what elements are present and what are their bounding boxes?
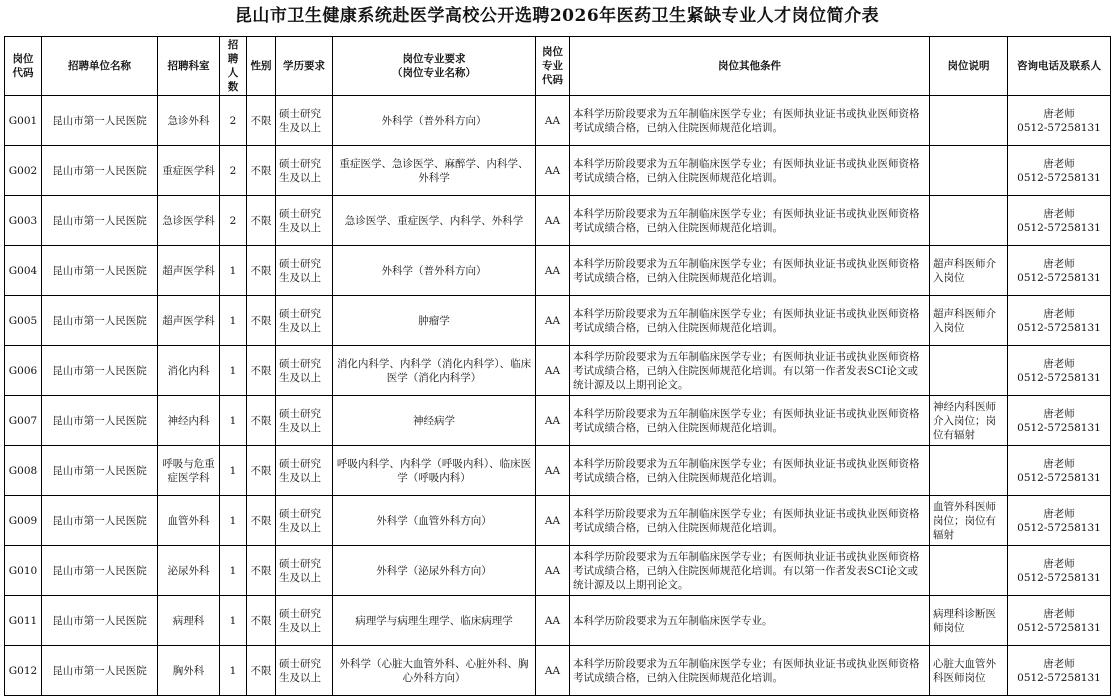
- cell-edu: 硕士研究生及以上: [276, 246, 333, 296]
- table-row: [5, 246, 1111, 296]
- cell-other: 本科学历阶段要求为五年制临床医学专业；有医师执业证书或执业医师资格考试成绩合格，已纳入住院医师规范化培训。: [570, 146, 930, 196]
- cell-dept: 泌尿外科: [158, 546, 220, 596]
- contact-phone: 0512-57258131: [1017, 171, 1101, 184]
- cell-code: G007: [5, 396, 42, 446]
- cell-dept: 呼吸与危重症医学科: [158, 446, 220, 496]
- contact-phone: 0512-57258131: [1017, 471, 1101, 484]
- cell-major-code: AA: [536, 396, 570, 446]
- contact-name: 唐老师: [1043, 207, 1075, 220]
- cell-num: 1: [220, 596, 247, 646]
- cell-gender: 不限: [247, 96, 276, 146]
- cell-other: 本科学历阶段要求为五年制临床医学专业；有医师执业证书或执业医师资格考试成绩合格，已纳入住院医师规范化培训。: [570, 96, 930, 146]
- table-row: [5, 296, 1111, 346]
- cell-unit: 昆山市第一人民医院: [42, 596, 158, 646]
- cell-other: 本科学历阶段要求为五年制临床医学专业。: [570, 596, 930, 646]
- cell-num: 1: [220, 296, 247, 346]
- cell-contact: [1008, 296, 1111, 346]
- cell-major: 外科学（泌尿外科方向）: [333, 546, 536, 596]
- cell-other: 本科学历阶段要求为五年制临床医学专业；有医师执业证书或执业医师资格考试成绩合格，已纳入住院医师规范化培训。: [570, 246, 930, 296]
- cell-num: 1: [220, 496, 247, 546]
- table-row: [5, 96, 1111, 146]
- contact-name: 唐老师: [1043, 407, 1075, 420]
- contact-phone: 0512-57258131: [1017, 271, 1101, 284]
- cell-major: 神经病学: [333, 396, 536, 446]
- header-dept: 招聘科室: [158, 37, 220, 96]
- cell-major: 呼吸内科学、内科学（呼吸内科）、临床医学（呼吸内科）: [333, 446, 536, 496]
- contact-name: 唐老师: [1043, 507, 1075, 520]
- header-other: 岗位其他条件: [570, 37, 930, 96]
- cell-num: 1: [220, 646, 247, 696]
- cell-major-code: AA: [536, 196, 570, 246]
- cell-contact: [1008, 346, 1111, 396]
- cell-major: 外科学（普外科方向）: [333, 246, 536, 296]
- contact-phone: 0512-57258131: [1017, 571, 1101, 584]
- header-unit: 招聘单位名称: [42, 37, 158, 96]
- cell-major: 重症医学、急诊医学、麻醉学、内科学、外科学: [333, 146, 536, 196]
- cell-gender: 不限: [247, 496, 276, 546]
- cell-gender: 不限: [247, 646, 276, 696]
- header-note: 岗位说明: [930, 37, 1008, 96]
- contact-name: 唐老师: [1043, 307, 1075, 320]
- cell-dept: 重症医学科: [158, 146, 220, 196]
- cell-num: 1: [220, 446, 247, 496]
- table-row: [5, 396, 1111, 446]
- cell-other: 本科学历阶段要求为五年制临床医学专业；有医师执业证书或执业医师资格考试成绩合格，已纳入住院医师规范化培训。: [570, 446, 930, 496]
- cell-edu: 硕士研究生及以上: [276, 146, 333, 196]
- table-header-row: [5, 37, 1111, 96]
- cell-num: 1: [220, 246, 247, 296]
- contact-name: 唐老师: [1043, 457, 1075, 470]
- cell-unit: 昆山市第一人民医院: [42, 646, 158, 696]
- table-row: [5, 546, 1111, 596]
- cell-code: G001: [5, 96, 42, 146]
- cell-edu: 硕士研究生及以上: [276, 396, 333, 446]
- cell-contact: [1008, 96, 1111, 146]
- cell-major-code: AA: [536, 96, 570, 146]
- cell-unit: 昆山市第一人民医院: [42, 396, 158, 446]
- cell-note: 超声科医师介入岗位: [930, 246, 1008, 296]
- cell-contact: [1008, 146, 1111, 196]
- contact-phone: 0512-57258131: [1017, 321, 1101, 334]
- header-num: 招聘人数: [220, 37, 247, 96]
- cell-gender: 不限: [247, 146, 276, 196]
- table-row: [5, 646, 1111, 696]
- cell-code: G002: [5, 146, 42, 196]
- cell-num: 2: [220, 196, 247, 246]
- table-row: [5, 446, 1111, 496]
- table-row: [5, 496, 1111, 546]
- cell-unit: 昆山市第一人民医院: [42, 496, 158, 546]
- contact-name: 唐老师: [1043, 357, 1075, 370]
- cell-gender: 不限: [247, 246, 276, 296]
- cell-code: G010: [5, 546, 42, 596]
- table-row: [5, 596, 1111, 646]
- cell-note: [930, 96, 1008, 146]
- cell-note: [930, 346, 1008, 396]
- cell-major-code: AA: [536, 646, 570, 696]
- cell-note: [930, 546, 1008, 596]
- cell-major: 外科学（普外科方向）: [333, 96, 536, 146]
- header-major-line2: （岗位专业名称）: [392, 67, 476, 79]
- cell-other: 本科学历阶段要求为五年制临床医学专业；有医师执业证书或执业医师资格考试成绩合格，已纳入住院医师规范化培训。: [570, 396, 930, 446]
- cell-num: 2: [220, 96, 247, 146]
- cell-contact: [1008, 646, 1111, 696]
- cell-dept: 超声医学科: [158, 246, 220, 296]
- cell-edu: 硕士研究生及以上: [276, 646, 333, 696]
- cell-dept: 胸外科: [158, 646, 220, 696]
- cell-note: [930, 146, 1008, 196]
- cell-note: 血管外科医师岗位；岗位有辐射: [930, 496, 1008, 546]
- cell-other: 本科学历阶段要求为五年制临床医学专业；有医师执业证书或执业医师资格考试成绩合格，已纳入住院医师规范化培训。: [570, 296, 930, 346]
- cell-gender: 不限: [247, 596, 276, 646]
- cell-unit: 昆山市第一人民医院: [42, 196, 158, 246]
- contact-phone: 0512-57258131: [1017, 371, 1101, 384]
- cell-major: 急诊医学、重症医学、内科学、外科学: [333, 196, 536, 246]
- cell-contact: [1008, 196, 1111, 246]
- cell-edu: 硕士研究生及以上: [276, 346, 333, 396]
- cell-unit: 昆山市第一人民医院: [42, 546, 158, 596]
- contact-name: 唐老师: [1043, 657, 1075, 670]
- cell-contact: [1008, 396, 1111, 446]
- cell-gender: 不限: [247, 546, 276, 596]
- header-gender: 性别: [247, 37, 276, 96]
- cell-gender: 不限: [247, 346, 276, 396]
- contact-name: 唐老师: [1043, 607, 1075, 620]
- page-title: 昆山市卫生健康系统赴医学高校公开选聘2026年医药卫生紧缺专业人才岗位简介表: [234, 6, 880, 26]
- cell-dept: 超声医学科: [158, 296, 220, 346]
- cell-gender: 不限: [247, 446, 276, 496]
- contact-phone: 0512-57258131: [1017, 121, 1101, 134]
- cell-code: G009: [5, 496, 42, 546]
- cell-major-code: AA: [536, 496, 570, 546]
- cell-contact: [1008, 496, 1111, 546]
- cell-other: 本科学历阶段要求为五年制临床医学专业；有医师执业证书或执业医师资格考试成绩合格，已纳入住院医师规范化培训。: [570, 196, 930, 246]
- cell-note: 超声科医师介入岗位: [930, 296, 1008, 346]
- cell-unit: 昆山市第一人民医院: [42, 246, 158, 296]
- cell-code: G004: [5, 246, 42, 296]
- table-row: [5, 146, 1111, 196]
- cell-edu: 硕士研究生及以上: [276, 446, 333, 496]
- cell-unit: 昆山市第一人民医院: [42, 446, 158, 496]
- cell-note: [930, 196, 1008, 246]
- cell-major-code: AA: [536, 146, 570, 196]
- cell-major-code: AA: [536, 546, 570, 596]
- cell-major: 肿瘤学: [333, 296, 536, 346]
- cell-major-code: AA: [536, 596, 570, 646]
- cell-other: 本科学历阶段要求为五年制临床医学专业；有医师执业证书或执业医师资格考试成绩合格，已纳入住院医师规范化培训。: [570, 646, 930, 696]
- cell-code: G005: [5, 296, 42, 346]
- header-code: 岗位代码: [5, 37, 42, 96]
- cell-other: 本科学历阶段要求为五年制临床医学专业；有医师执业证书或执业医师资格考试成绩合格，已纳入住院医师规范化培训。有以第一作者发表SCI论文或统计源及以上期刊论文。: [570, 346, 930, 396]
- cell-edu: 硕士研究生及以上: [276, 596, 333, 646]
- cell-major: 外科学（血管外科方向）: [333, 496, 536, 546]
- cell-edu: 硕士研究生及以上: [276, 496, 333, 546]
- table-row: [5, 346, 1111, 396]
- cell-note: 心脏大血管外科医师岗位: [930, 646, 1008, 696]
- cell-unit: 昆山市第一人民医院: [42, 346, 158, 396]
- cell-contact: [1008, 246, 1111, 296]
- cell-note: 神经内科医师介入岗位；岗位有辐射: [930, 396, 1008, 446]
- cell-other: 本科学历阶段要求为五年制临床医学专业；有医师执业证书或执业医师资格考试成绩合格，已纳入住院医师规范化培训。有以第一作者发表SCI论文或统计源及以上期刊论文。: [570, 546, 930, 596]
- cell-code: G012: [5, 646, 42, 696]
- header-edu: 学历要求: [276, 37, 333, 96]
- table-row: [5, 196, 1111, 246]
- cell-other: 本科学历阶段要求为五年制临床医学专业；有医师执业证书或执业医师资格考试成绩合格，已纳入住院医师规范化培训。: [570, 496, 930, 546]
- cell-dept: 急诊外科: [158, 96, 220, 146]
- cell-code: G011: [5, 596, 42, 646]
- table-body: [5, 96, 1111, 696]
- cell-major-code: AA: [536, 346, 570, 396]
- contact-name: 唐老师: [1043, 557, 1075, 570]
- cell-major: 外科学（心脏大血管外科、心脏外科、胸心外科方向）: [333, 646, 536, 696]
- header-major-line1: 岗位专业要求: [402, 53, 466, 65]
- contact-name: 唐老师: [1043, 257, 1075, 270]
- cell-contact: [1008, 596, 1111, 646]
- contact-phone: 0512-57258131: [1017, 421, 1101, 434]
- header-contact: 咨询电话及联系人: [1008, 37, 1111, 96]
- cell-major-code: AA: [536, 246, 570, 296]
- cell-dept: 病理科: [158, 596, 220, 646]
- cell-gender: 不限: [247, 396, 276, 446]
- cell-code: G006: [5, 346, 42, 396]
- contact-phone: 0512-57258131: [1017, 671, 1101, 684]
- cell-edu: 硕士研究生及以上: [276, 96, 333, 146]
- contact-phone: 0512-57258131: [1017, 521, 1101, 534]
- cell-dept: 血管外科: [158, 496, 220, 546]
- contact-name: 唐老师: [1043, 157, 1075, 170]
- cell-major: 消化内科学、内科学（消化内科学）、临床医学（消化内科学）: [333, 346, 536, 396]
- cell-num: 2: [220, 146, 247, 196]
- contact-phone: 0512-57258131: [1017, 621, 1101, 634]
- cell-major-code: AA: [536, 296, 570, 346]
- contact-phone: 0512-57258131: [1017, 221, 1101, 234]
- cell-dept: 神经内科: [158, 396, 220, 446]
- cell-major-code: AA: [536, 446, 570, 496]
- cell-edu: 硕士研究生及以上: [276, 196, 333, 246]
- cell-num: 1: [220, 346, 247, 396]
- cell-code: G003: [5, 196, 42, 246]
- cell-dept: 消化内科: [158, 346, 220, 396]
- header-major-code: 岗位专业代码: [536, 37, 570, 96]
- cell-unit: 昆山市第一人民医院: [42, 96, 158, 146]
- cell-note: [930, 446, 1008, 496]
- cell-dept: 急诊医学科: [158, 196, 220, 246]
- cell-edu: 硕士研究生及以上: [276, 546, 333, 596]
- contact-name: 唐老师: [1043, 107, 1075, 120]
- cell-unit: 昆山市第一人民医院: [42, 146, 158, 196]
- cell-unit: 昆山市第一人民医院: [42, 296, 158, 346]
- cell-major: 病理学与病理生理学、临床病理学: [333, 596, 536, 646]
- cell-contact: [1008, 446, 1111, 496]
- cell-num: 1: [220, 396, 247, 446]
- cell-gender: 不限: [247, 296, 276, 346]
- positions-table: [4, 36, 1111, 696]
- cell-gender: 不限: [247, 196, 276, 246]
- cell-code: G008: [5, 446, 42, 496]
- cell-note: 病理科诊断医师岗位: [930, 596, 1008, 646]
- header-major: [333, 37, 536, 96]
- cell-edu: 硕士研究生及以上: [276, 296, 333, 346]
- cell-num: 1: [220, 546, 247, 596]
- cell-contact: [1008, 546, 1111, 596]
